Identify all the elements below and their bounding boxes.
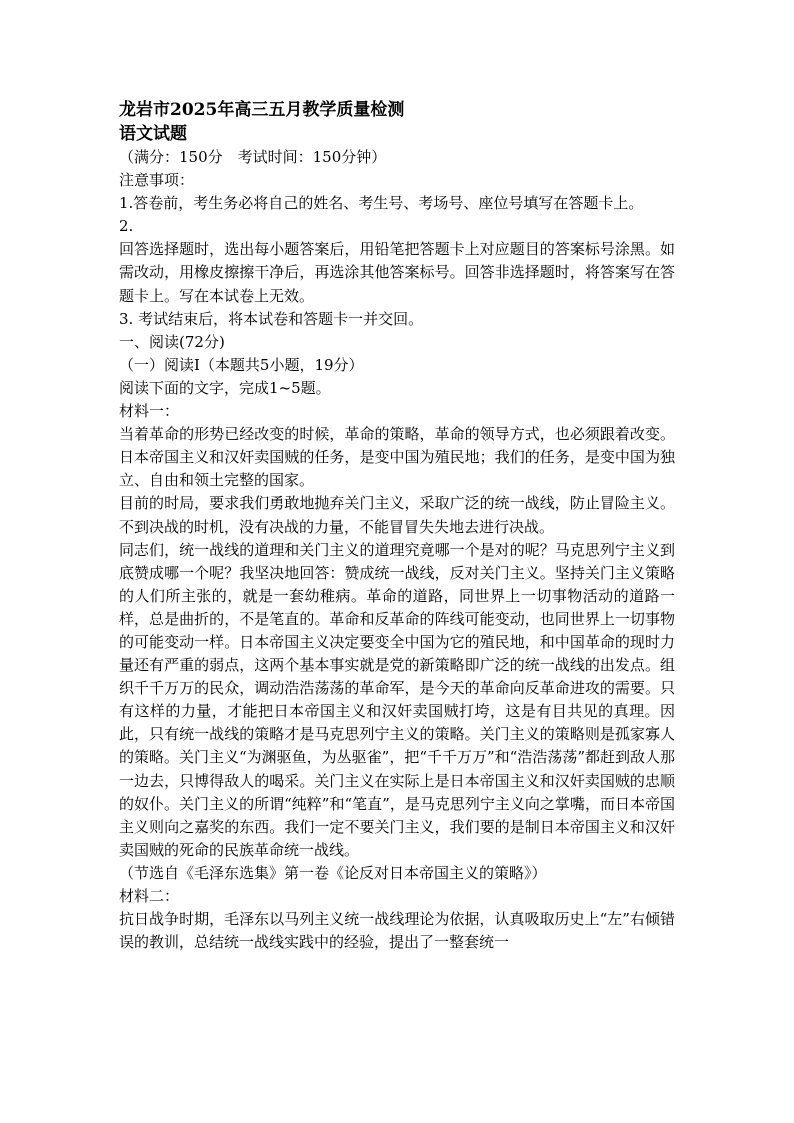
material-2-paragraph-1: 抗日战争时期，毛泽东以马列主义统一战线理论为依据，认真吸取历史上“左”右倾错误的教训，总结统一战线实践中的经验，提出了一整套统一 bbox=[119, 910, 675, 952]
material-1-paragraph-1: 当着革命的形势已经改变的时候，革命的策略，革命的领导方式，也必须跟着改变。日本帝国主义和汉奸卖国贼的任务，是变中国为殖民地；我们的任务，是变中国为独立、自由和领土完整的国家。 bbox=[119, 425, 675, 490]
section-heading: 一、阅读(72分) bbox=[119, 332, 225, 351]
notice-item-1: 1.答卷前，考生务必将自己的姓名、考生号、考场号、座位号填写在答题卡上。 bbox=[119, 194, 644, 213]
material-2-label: 材料二： bbox=[119, 887, 180, 905]
notice-item-3: 3. 考试结束后，将本试卷和答题卡一并交回。 bbox=[119, 309, 424, 328]
subsection-heading: （一）阅读Ⅰ（本题共5小题，19分） bbox=[119, 355, 364, 374]
exam-page bbox=[119, 98, 675, 954]
instruction: 阅读下面的文字，完成1~5题。 bbox=[119, 378, 331, 397]
notice-item-2-number: 2. bbox=[119, 217, 134, 236]
exam-title: 龙岩市2025年高三五月教学质量检测 bbox=[119, 100, 405, 120]
material-1-source: （节选自《毛泽东选集》第一卷《论反对日本帝国主义的策略》） bbox=[119, 863, 547, 882]
notice-heading: 注意事项： bbox=[119, 171, 195, 190]
material-1-label: 材料一： bbox=[119, 402, 180, 421]
material-1-paragraph-2: 目前的时局，要求我们勇敢地抛弃关门主义，采取广泛的统一战线，防止冒险主义。不到决战的时机，没有决战的力量，不能冒冒失失地去进行决战。 bbox=[119, 494, 675, 536]
material-1-paragraph-3: 同志们，统一战线的道理和关门主义的道理究竟哪一个是对的呢？马克思列宁主义到底赞成哪一个呢？我坚决地回答：赞成统一战线，反对关门主义。坚持关门主义策略的人们所主张的，就是一套幼稚病。革命的道路，同世界上一切事物活动的道路一样，总是曲折的，不是笔直的。革命和反革命的阵线可能变动，也同世界上一切事物的可能变动一样。日本帝国主义决定要变全中国为它的殖民地，和中国革命的现时力量还有严重的弱点，这两个基本事实就是党的新策略即广泛的统一战线的出发点。组织千千万万的民众，调动浩浩荡荡的革命军，是今天的革命向反革命进攻的需要。只有这样的力量，才能把日本帝国主义和汉奸卖国贼打垮，这是有目共见的真理。因此，只有统一战线的策略才是马克思列宁主义的策略。关门主义的策略则是孤家寡人的策略。关门主义“为渊驱鱼，为丛驱雀”，把“千千万万”和“浩浩荡荡”都赶到敌人那一边去，只博得敌人的喝采。关门主义在实际上是日本帝国主义和汉奸卖国贼的忠顺的奴仆。关门主义的所谓“纯粹”和“笔直”，是马克思列宁主义向之掌嘴，而日本帝国主义则向之嘉奖的东西。我们一定不要关门主义，我们要的是制日本帝国主义和汉奸卖国贼的死命的民族革命统一战线。 bbox=[119, 540, 676, 859]
notice-item-2: 回答选择题时，选出每小题答案后，用铅笔把答题卡上对应题目的答案标号涂黑。如需改动，用橡皮擦擦干净后，再选涂其他答案标号。回答非选择题时，将答案写在答题卡上。写在本试卷上无效。 bbox=[119, 240, 675, 305]
exam-subtitle: 语文试题 bbox=[119, 124, 187, 144]
exam-info: （满分：150分 考试时间：150分钟） bbox=[119, 148, 387, 166]
